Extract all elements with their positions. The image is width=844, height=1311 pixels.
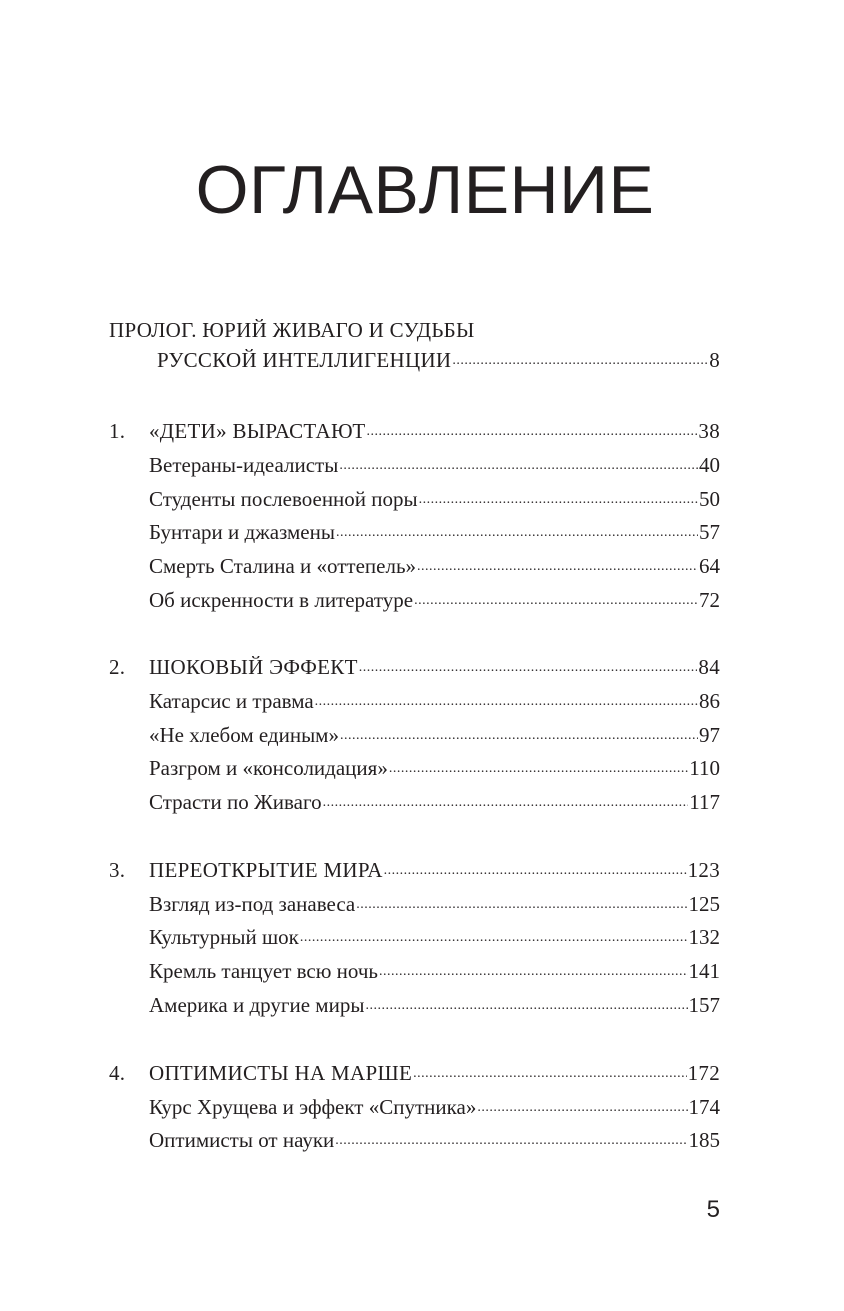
dot-leader [340, 721, 698, 742]
chapter-number: 4. [109, 1061, 126, 1085]
toc-chapter-1[interactable] [109, 417, 720, 447]
toc-page-number: 64 [699, 554, 720, 578]
dot-leader [477, 1093, 687, 1114]
toc-page-number: 125 [688, 892, 720, 916]
toc-chapter-2[interactable] [109, 653, 720, 683]
dot-leader [366, 417, 697, 438]
section-title: Кремль танцует всю ночь [149, 959, 379, 983]
toc-page-number: 157 [688, 993, 720, 1017]
chapter-title: «ДЕТИ» ВЫРАСТАЮТ [149, 419, 366, 443]
toc-page-number: 57 [699, 520, 720, 544]
section-title: Америка и другие миры [149, 993, 365, 1017]
dot-leader [419, 485, 698, 506]
toc-page-number: 110 [689, 756, 720, 780]
toc-page-number: 8 [709, 348, 720, 372]
dot-leader [413, 1059, 687, 1080]
dot-leader [417, 552, 698, 573]
dot-leader [379, 957, 687, 978]
page-title: ОГЛАВЛЕНИЕ [195, 152, 655, 228]
section-title: Ветераны-идеалисты [149, 453, 339, 477]
toc-section[interactable] [109, 1126, 720, 1156]
toc-section[interactable] [109, 923, 720, 953]
toc-chapter-3[interactable] [109, 856, 720, 886]
toc-section[interactable] [109, 890, 720, 920]
dot-leader [384, 856, 687, 877]
toc-page-number: 172 [687, 1061, 720, 1085]
section-title: Бунтари и джазмены [149, 520, 335, 544]
chapter-title: ПЕРЕОТКРЫТИЕ МИРА [149, 858, 383, 882]
section-title: Культурный шок [149, 925, 299, 949]
dot-leader [365, 991, 687, 1012]
toc-page-number: 123 [687, 858, 720, 882]
toc-page-number: 72 [699, 588, 720, 612]
toc-section[interactable] [109, 721, 720, 751]
page-folio-number: 5 [706, 1196, 720, 1223]
section-title: Разгром и «консолидация» [149, 756, 388, 780]
toc-section[interactable] [109, 518, 720, 548]
toc-page-number: 84 [698, 655, 720, 679]
toc-prologue-line1[interactable] [109, 318, 720, 348]
toc-section[interactable] [109, 485, 720, 515]
toc-page-number: 97 [699, 723, 720, 747]
dot-leader [452, 346, 708, 367]
toc-prologue-line2[interactable] [109, 346, 720, 376]
chapter-number: 1. [109, 419, 126, 443]
toc-section[interactable] [109, 788, 720, 818]
chapter-number: 2. [109, 655, 126, 679]
dot-leader [300, 923, 688, 944]
toc-page-number: 132 [688, 925, 720, 949]
dot-leader [315, 687, 698, 708]
toc-page-number: 40 [699, 453, 720, 477]
section-title: Катарсис и травма [149, 689, 314, 713]
toc-prologue-title-line2: РУССКОЙ ИНТЕЛЛИГЕНЦИИ [157, 348, 452, 372]
dot-leader [339, 451, 698, 472]
dot-leader [336, 518, 698, 539]
toc-section[interactable] [109, 991, 720, 1021]
toc-page-number: 141 [688, 959, 720, 983]
toc-page-number: 38 [698, 419, 720, 443]
dot-leader [389, 754, 688, 775]
dot-leader [414, 586, 698, 607]
dot-leader [359, 653, 698, 674]
toc-section[interactable] [109, 552, 720, 582]
toc-page-number: 185 [688, 1128, 720, 1152]
toc-section[interactable] [109, 687, 720, 717]
dot-leader [335, 1126, 687, 1147]
toc-section[interactable] [109, 451, 720, 481]
section-title: «Не хлебом единым» [149, 723, 339, 747]
section-title: Курс Хрущева и эффект «Спутника» [149, 1095, 477, 1119]
toc-page-number: 117 [689, 790, 720, 814]
chapter-number: 3. [109, 858, 126, 882]
toc-page-number: 174 [688, 1095, 720, 1119]
toc-page-number: 86 [699, 689, 720, 713]
section-title: Студенты послевоенной поры [149, 487, 418, 511]
section-title: Смерть Сталина и «оттепель» [149, 554, 417, 578]
dot-leader [356, 890, 687, 911]
toc-section[interactable] [109, 957, 720, 987]
chapter-title: ОПТИМИСТЫ НА МАРШЕ [149, 1061, 413, 1085]
section-title: Об искренности в литературе [149, 588, 414, 612]
toc-chapter-4[interactable] [109, 1059, 720, 1089]
chapter-title: ШОКОВЫЙ ЭФФЕКТ [149, 655, 358, 679]
toc-section[interactable] [109, 754, 720, 784]
section-title: Страсти по Живаго [149, 790, 322, 814]
toc-section[interactable] [109, 586, 720, 616]
section-title: Оптимисты от науки [149, 1128, 335, 1152]
section-title: Взгляд из-под занавеса [149, 892, 356, 916]
toc-section[interactable] [109, 1093, 720, 1123]
dot-leader [323, 788, 689, 809]
toc-page-number: 50 [699, 487, 720, 511]
toc-prologue-title-line1: ПРОЛОГ. ЮРИЙ ЖИВАГО И СУДЬБЫ [109, 318, 475, 342]
